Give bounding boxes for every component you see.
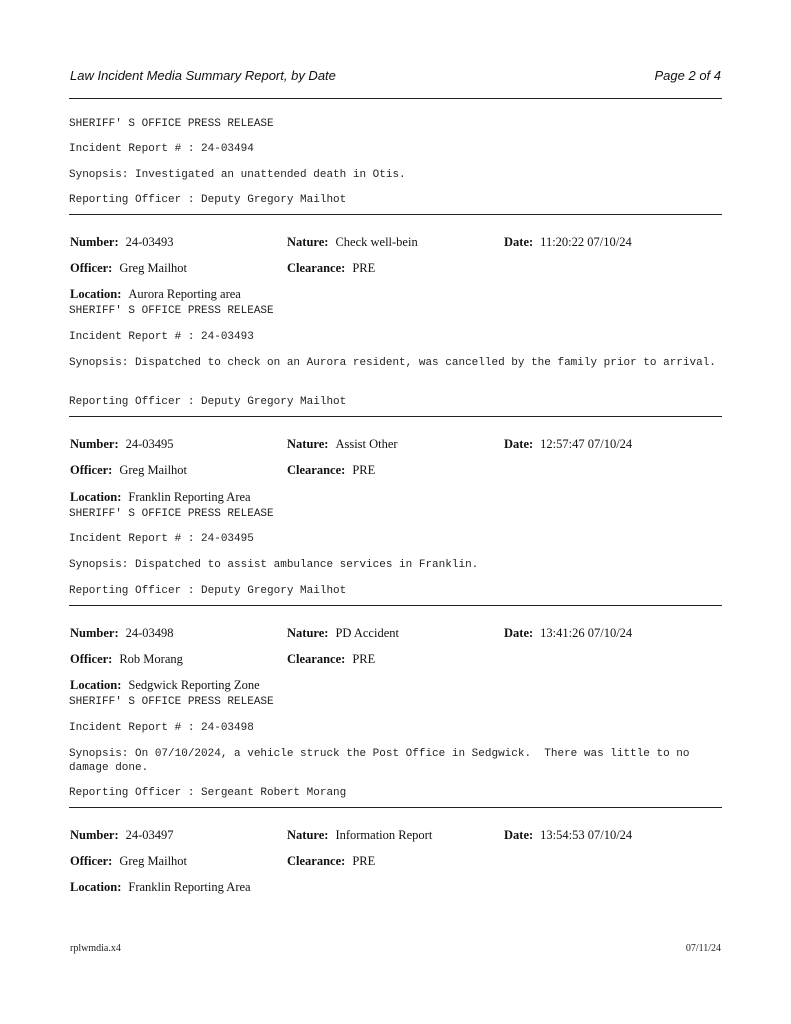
date-label: Date: [504, 626, 534, 640]
officer-field [70, 261, 187, 276]
officer-label: Officer: [70, 463, 113, 477]
clearance-field [287, 463, 375, 478]
incident-number: 24-03497 [125, 828, 174, 842]
location-field [70, 490, 251, 505]
report-title: Law Incident Media Summary Report, by Date [70, 68, 336, 83]
nature-field [287, 235, 418, 250]
number-label: Number: [70, 235, 119, 249]
incident-number: 24-03498 [125, 626, 174, 640]
incident-report-number: Incident Report # : 24-03495 [69, 533, 254, 545]
press-release-heading: SHERIFF' S OFFICE PRESS RELEASE [69, 305, 274, 317]
page-number: Page 2 of 4 [654, 68, 721, 83]
synopsis: Synopsis: Dispatched to check on an Aurora resident, was cancelled by the family prior to arrival. [69, 357, 716, 369]
clearance-label: Clearance: [287, 463, 346, 477]
synopsis: Synopsis: On 07/10/2024, a vehicle struck the Post Office in Sedgwick. There was little to no damage done. [69, 748, 697, 774]
officer-value: Greg Mailhot [119, 261, 188, 275]
record-divider [69, 416, 722, 417]
officer-field [70, 463, 187, 478]
officer-value: Greg Mailhot [119, 854, 188, 868]
nature-field [287, 437, 398, 452]
nature-label: Nature: [287, 626, 329, 640]
date-value: 13:54:53 07/10/24 [540, 828, 633, 842]
clearance-label: Clearance: [287, 261, 346, 275]
clearance-label: Clearance: [287, 652, 346, 666]
location-value: Aurora Reporting area [128, 287, 241, 301]
press-release-heading: SHERIFF' S OFFICE PRESS RELEASE [69, 118, 274, 130]
reporting-officer: Reporting Officer : Deputy Gregory Mailhot [69, 194, 347, 206]
incident-number-field [70, 437, 174, 452]
clearance-value: PRE [352, 261, 376, 275]
officer-label: Officer: [70, 854, 113, 868]
synopsis: Synopsis: Dispatched to assist ambulance services in Franklin. [69, 559, 479, 571]
clearance-field [287, 261, 375, 276]
reporting-officer: Reporting Officer : Deputy Gregory Mailhot [69, 396, 347, 408]
date-label: Date: [504, 828, 534, 842]
reporting-officer: Reporting Officer : Deputy Gregory Mailhot [69, 585, 347, 597]
synopsis: Synopsis: Investigated an unattended death in Otis. [69, 169, 406, 181]
date-field [504, 437, 632, 452]
date-label: Date: [504, 235, 534, 249]
nature-value: Check well-bein [335, 235, 418, 249]
incident-report-number: Incident Report # : 24-03498 [69, 722, 254, 734]
location-label: Location: [70, 880, 122, 894]
officer-field [70, 652, 183, 667]
reporting-officer: Reporting Officer : Sergeant Robert Morang [69, 787, 347, 799]
clearance-value: PRE [352, 652, 376, 666]
date-label: Date: [504, 437, 534, 451]
record-divider [69, 605, 722, 606]
incident-report-number: Incident Report # : 24-03494 [69, 143, 254, 155]
location-value: Sedgwick Reporting Zone [128, 678, 260, 692]
clearance-value: PRE [352, 463, 376, 477]
date-value: 13:41:26 07/10/24 [540, 626, 633, 640]
date-field [504, 828, 632, 843]
location-label: Location: [70, 490, 122, 504]
location-field [70, 287, 241, 302]
nature-field [287, 626, 399, 641]
date-field [504, 235, 632, 250]
footer-print-date: 07/11/24 [685, 943, 721, 954]
location-label: Location: [70, 678, 122, 692]
press-release-heading: SHERIFF' S OFFICE PRESS RELEASE [69, 508, 274, 520]
footer-report-code: rplwmdia.x4 [70, 943, 121, 954]
date-value: 11:20:22 07/10/24 [540, 235, 632, 249]
incident-number-field [70, 828, 174, 843]
clearance-field [287, 854, 375, 869]
clearance-value: PRE [352, 854, 376, 868]
officer-value: Rob Morang [119, 652, 183, 666]
incident-number-field [70, 235, 174, 250]
location-value: Franklin Reporting Area [128, 490, 251, 504]
clearance-field [287, 652, 375, 667]
incident-number: 24-03493 [125, 235, 174, 249]
officer-label: Officer: [70, 261, 113, 275]
officer-label: Officer: [70, 652, 113, 666]
nature-label: Nature: [287, 828, 329, 842]
date-field [504, 626, 632, 641]
number-label: Number: [70, 437, 119, 451]
officer-field [70, 854, 187, 869]
nature-label: Nature: [287, 437, 329, 451]
date-value: 12:57:47 07/10/24 [540, 437, 633, 451]
location-field [70, 678, 260, 693]
record-divider [69, 807, 722, 808]
incident-report-number: Incident Report # : 24-03493 [69, 331, 254, 343]
press-release-heading: SHERIFF' S OFFICE PRESS RELEASE [69, 696, 274, 708]
nature-label: Nature: [287, 235, 329, 249]
record-divider [69, 214, 722, 215]
location-value: Franklin Reporting Area [128, 880, 251, 894]
location-label: Location: [70, 287, 122, 301]
number-label: Number: [70, 626, 119, 640]
number-label: Number: [70, 828, 119, 842]
location-field [70, 880, 251, 895]
officer-value: Greg Mailhot [119, 463, 188, 477]
clearance-label: Clearance: [287, 854, 346, 868]
nature-value: Information Report [335, 828, 433, 842]
nature-value: PD Accident [335, 626, 399, 640]
nature-value: Assist Other [335, 437, 398, 451]
nature-field [287, 828, 432, 843]
incident-number-field [70, 626, 174, 641]
incident-number: 24-03495 [125, 437, 174, 451]
header-divider [69, 98, 722, 99]
